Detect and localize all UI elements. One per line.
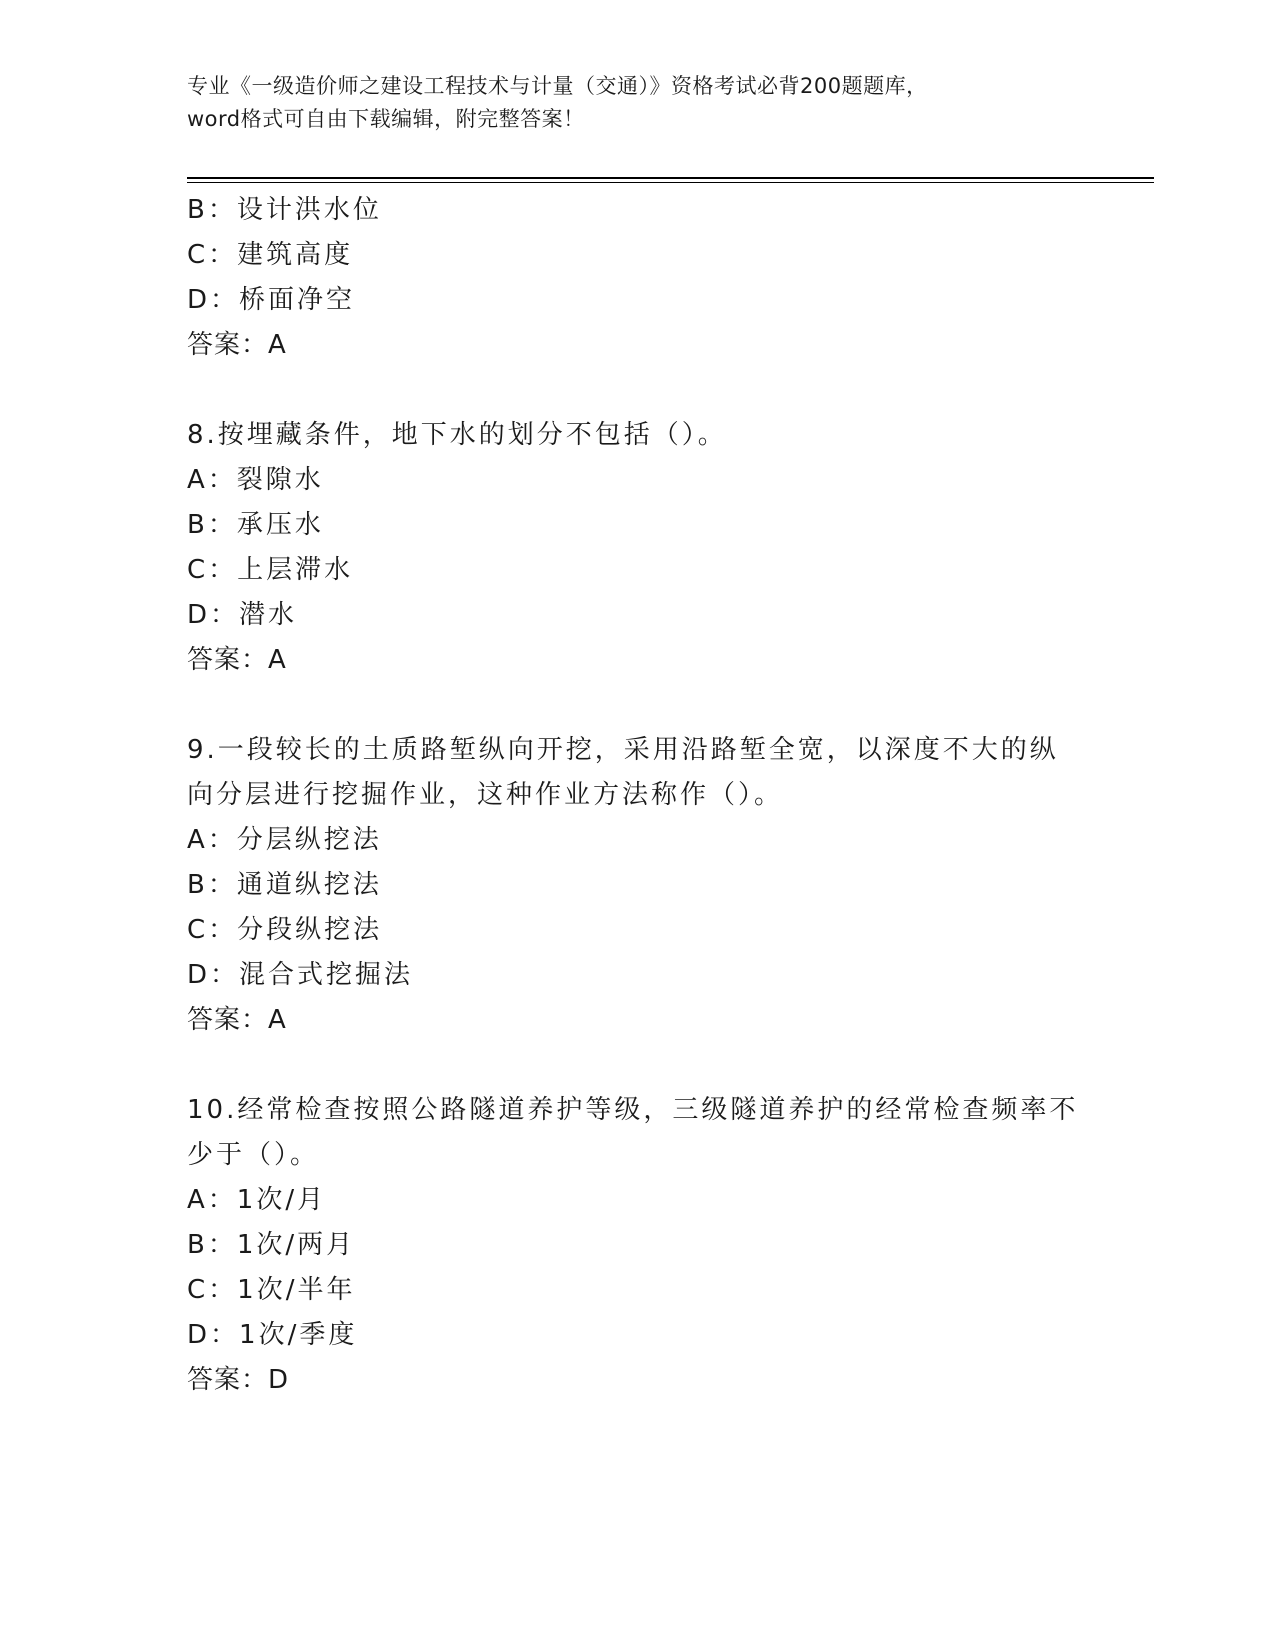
header-divider-thin xyxy=(187,182,1154,183)
q10-stem-line-1: 10.经常检查按照公路隧道养护等级，三级隧道养护的经常检查频率不 xyxy=(187,1095,1079,1125)
q8-option-c: C：上层滞水 xyxy=(187,555,354,585)
q10-answer: 答案：D xyxy=(187,1365,290,1395)
q7-option-d: D：桥面净空 xyxy=(187,285,356,315)
q9-option-d: D：混合式挖掘法 xyxy=(187,960,414,990)
q10-option-a: A：1次/月 xyxy=(187,1185,327,1215)
q9-option-a: A：分层纵挖法 xyxy=(187,825,382,855)
q8-option-b: B：承压水 xyxy=(187,510,324,540)
q9-option-c: C：分段纵挖法 xyxy=(187,915,383,945)
header-line-2: word格式可自由下载编辑，附完整答案！ xyxy=(187,107,585,131)
q9-answer: 答案：A xyxy=(187,1005,287,1035)
q10-option-b: B：1次/两月 xyxy=(187,1230,356,1260)
document-header xyxy=(187,70,1087,136)
q9-stem-line-2: 向分层进行挖掘作业，这种作业方法称作（）。 xyxy=(187,780,784,810)
q9-stem-line-1: 9.一段较长的土质路堑纵向开挖，采用沿路堑全宽，以深度不大的纵 xyxy=(187,735,1059,765)
header-line-1: 专业《一级造价师之建设工程技术与计量（交通）》资格考试必背200题题库， xyxy=(187,74,928,98)
q8-option-d: D：潜水 xyxy=(187,600,298,630)
q10-stem-line-2: 少于（）。 xyxy=(187,1140,320,1170)
q10-option-d: D：1次/季度 xyxy=(187,1320,358,1350)
q8-option-a: A：裂隙水 xyxy=(187,465,324,495)
q8-answer: 答案：A xyxy=(187,645,287,675)
q7-option-b: B：设计洪水位 xyxy=(187,195,382,225)
q9-option-b: B：通道纵挖法 xyxy=(187,870,382,900)
q10-option-c: C：1次/半年 xyxy=(187,1275,356,1305)
q7-answer: 答案：A xyxy=(187,330,287,360)
header-divider-thick xyxy=(187,177,1154,179)
q8-stem: 8.按埋藏条件，地下水的划分不包括（）。 xyxy=(187,420,727,450)
q7-option-c: C：建筑高度 xyxy=(187,240,354,270)
